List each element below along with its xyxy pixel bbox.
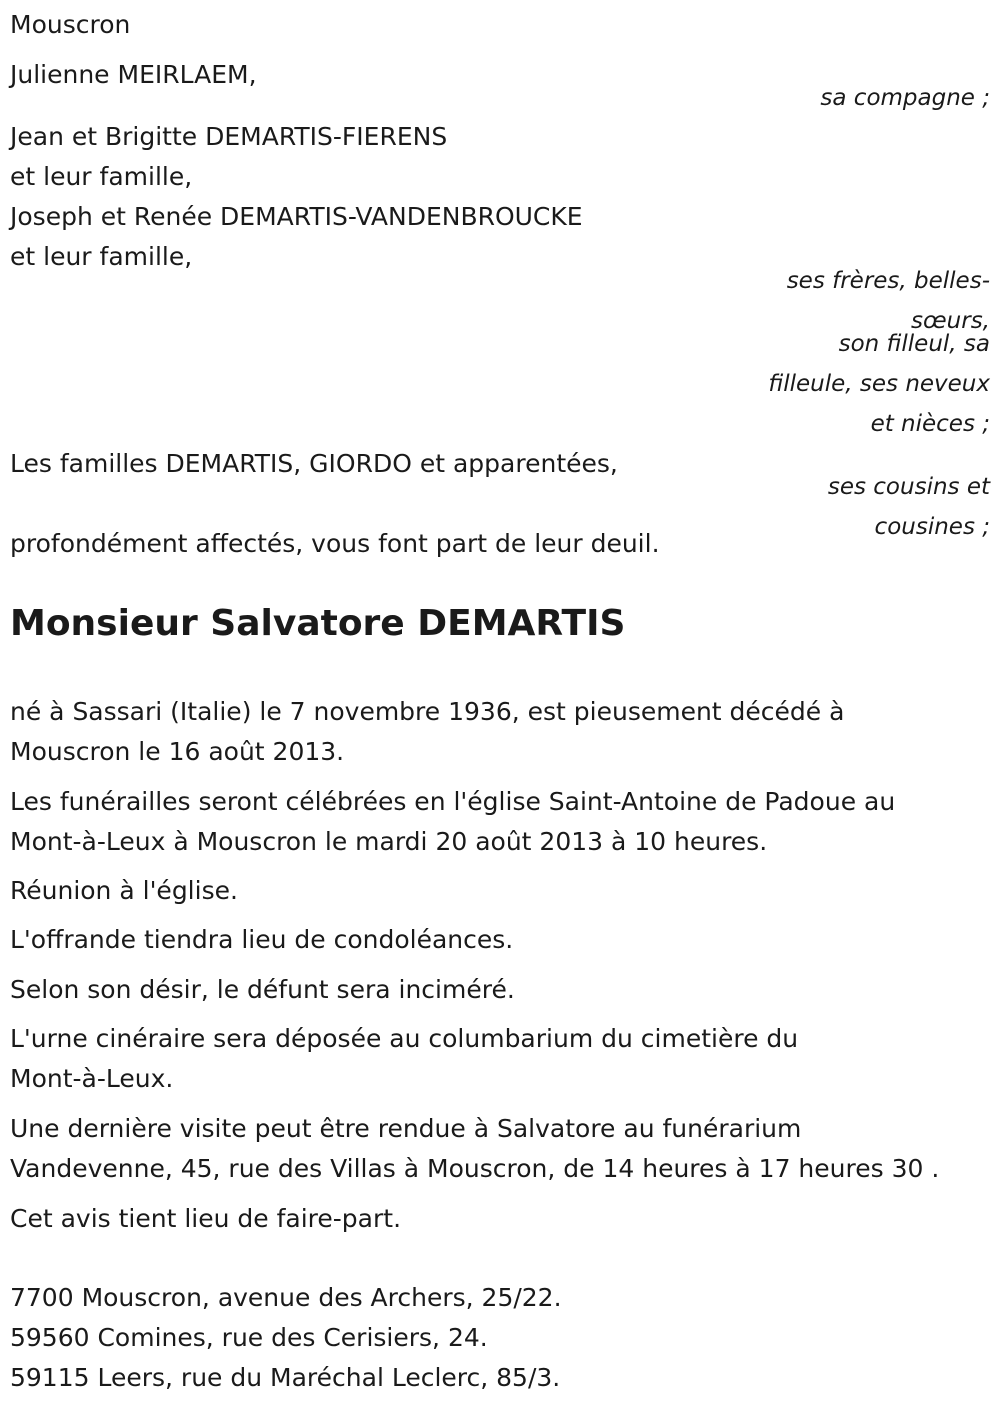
deceased-name: Monsieur Salvatore DEMARTIS [10,603,626,644]
body-line: Réunion à l'église. [10,876,238,905]
location-header: Mouscron [10,10,131,39]
sibling-line: Jean et Brigitte DEMARTIS-FIERENS [10,122,448,151]
sibling-line: et leur famille, [10,242,193,271]
body-line: L'urne cinéraire sera déposée au columbarium du cimetière du [10,1024,799,1053]
body-line: Mont-à-Leux à Mouscron le mardi 20 août 2013 à 10 heures. [10,827,768,856]
companion-name: Julienne MEIRLAEM, [10,60,257,89]
body-line: Une dernière visite peut être rendue à Salvatore au funérarium [10,1114,802,1143]
body-line: Mouscron le 16 août 2013. [10,737,345,766]
body-line: Selon son désir, le défunt sera inciméré. [10,975,515,1004]
body-line: Mont-à-Leux. [10,1064,174,1093]
body-line: né à Sassari (Italie) le 7 novembre 1936, est pieusement décédé à [10,697,845,726]
address-line: 7700 Mouscron, avenue des Archers, 25/22. [10,1283,562,1312]
sibling-line: Joseph et Renée DEMARTIS-VANDENBROUCKE [10,202,583,231]
godchildren-role-line: son filleul, sa [838,331,990,357]
body-line: Cet avis tient lieu de faire-part. [10,1204,402,1233]
closing-line: profondément affectés, vous font part de leur deuil. [10,529,660,558]
cousins-role-line: ses cousins et [827,474,990,500]
relatives-line: Les familles DEMARTIS, GIORDO et apparentées, [10,449,618,478]
body-line: L'offrande tiendra lieu de condoléances. [10,925,514,954]
siblings-role-line: sœurs, [911,308,990,334]
godchildren-role-line: et nièces ; [870,411,990,437]
companion-role: sa compagne ; [820,85,990,111]
address-line: 59115 Leers, rue du Maréchal Leclerc, 85/3. [10,1363,561,1392]
cousins-role-line: cousines ; [874,514,990,540]
siblings-role-line: ses frères, belles- [786,268,990,294]
address-line: 59560 Comines, rue des Cerisiers, 24. [10,1323,488,1352]
body-line: Les funérailles seront célébrées en l'église Saint-Antoine de Padoue au [10,787,896,816]
godchildren-role-line: filleule, ses neveux [768,371,990,397]
body-line: Vandevenne, 45, rue des Villas à Mouscron, de 14 heures à 17 heures 30 . [10,1154,940,1183]
sibling-line: et leur famille, [10,162,193,191]
